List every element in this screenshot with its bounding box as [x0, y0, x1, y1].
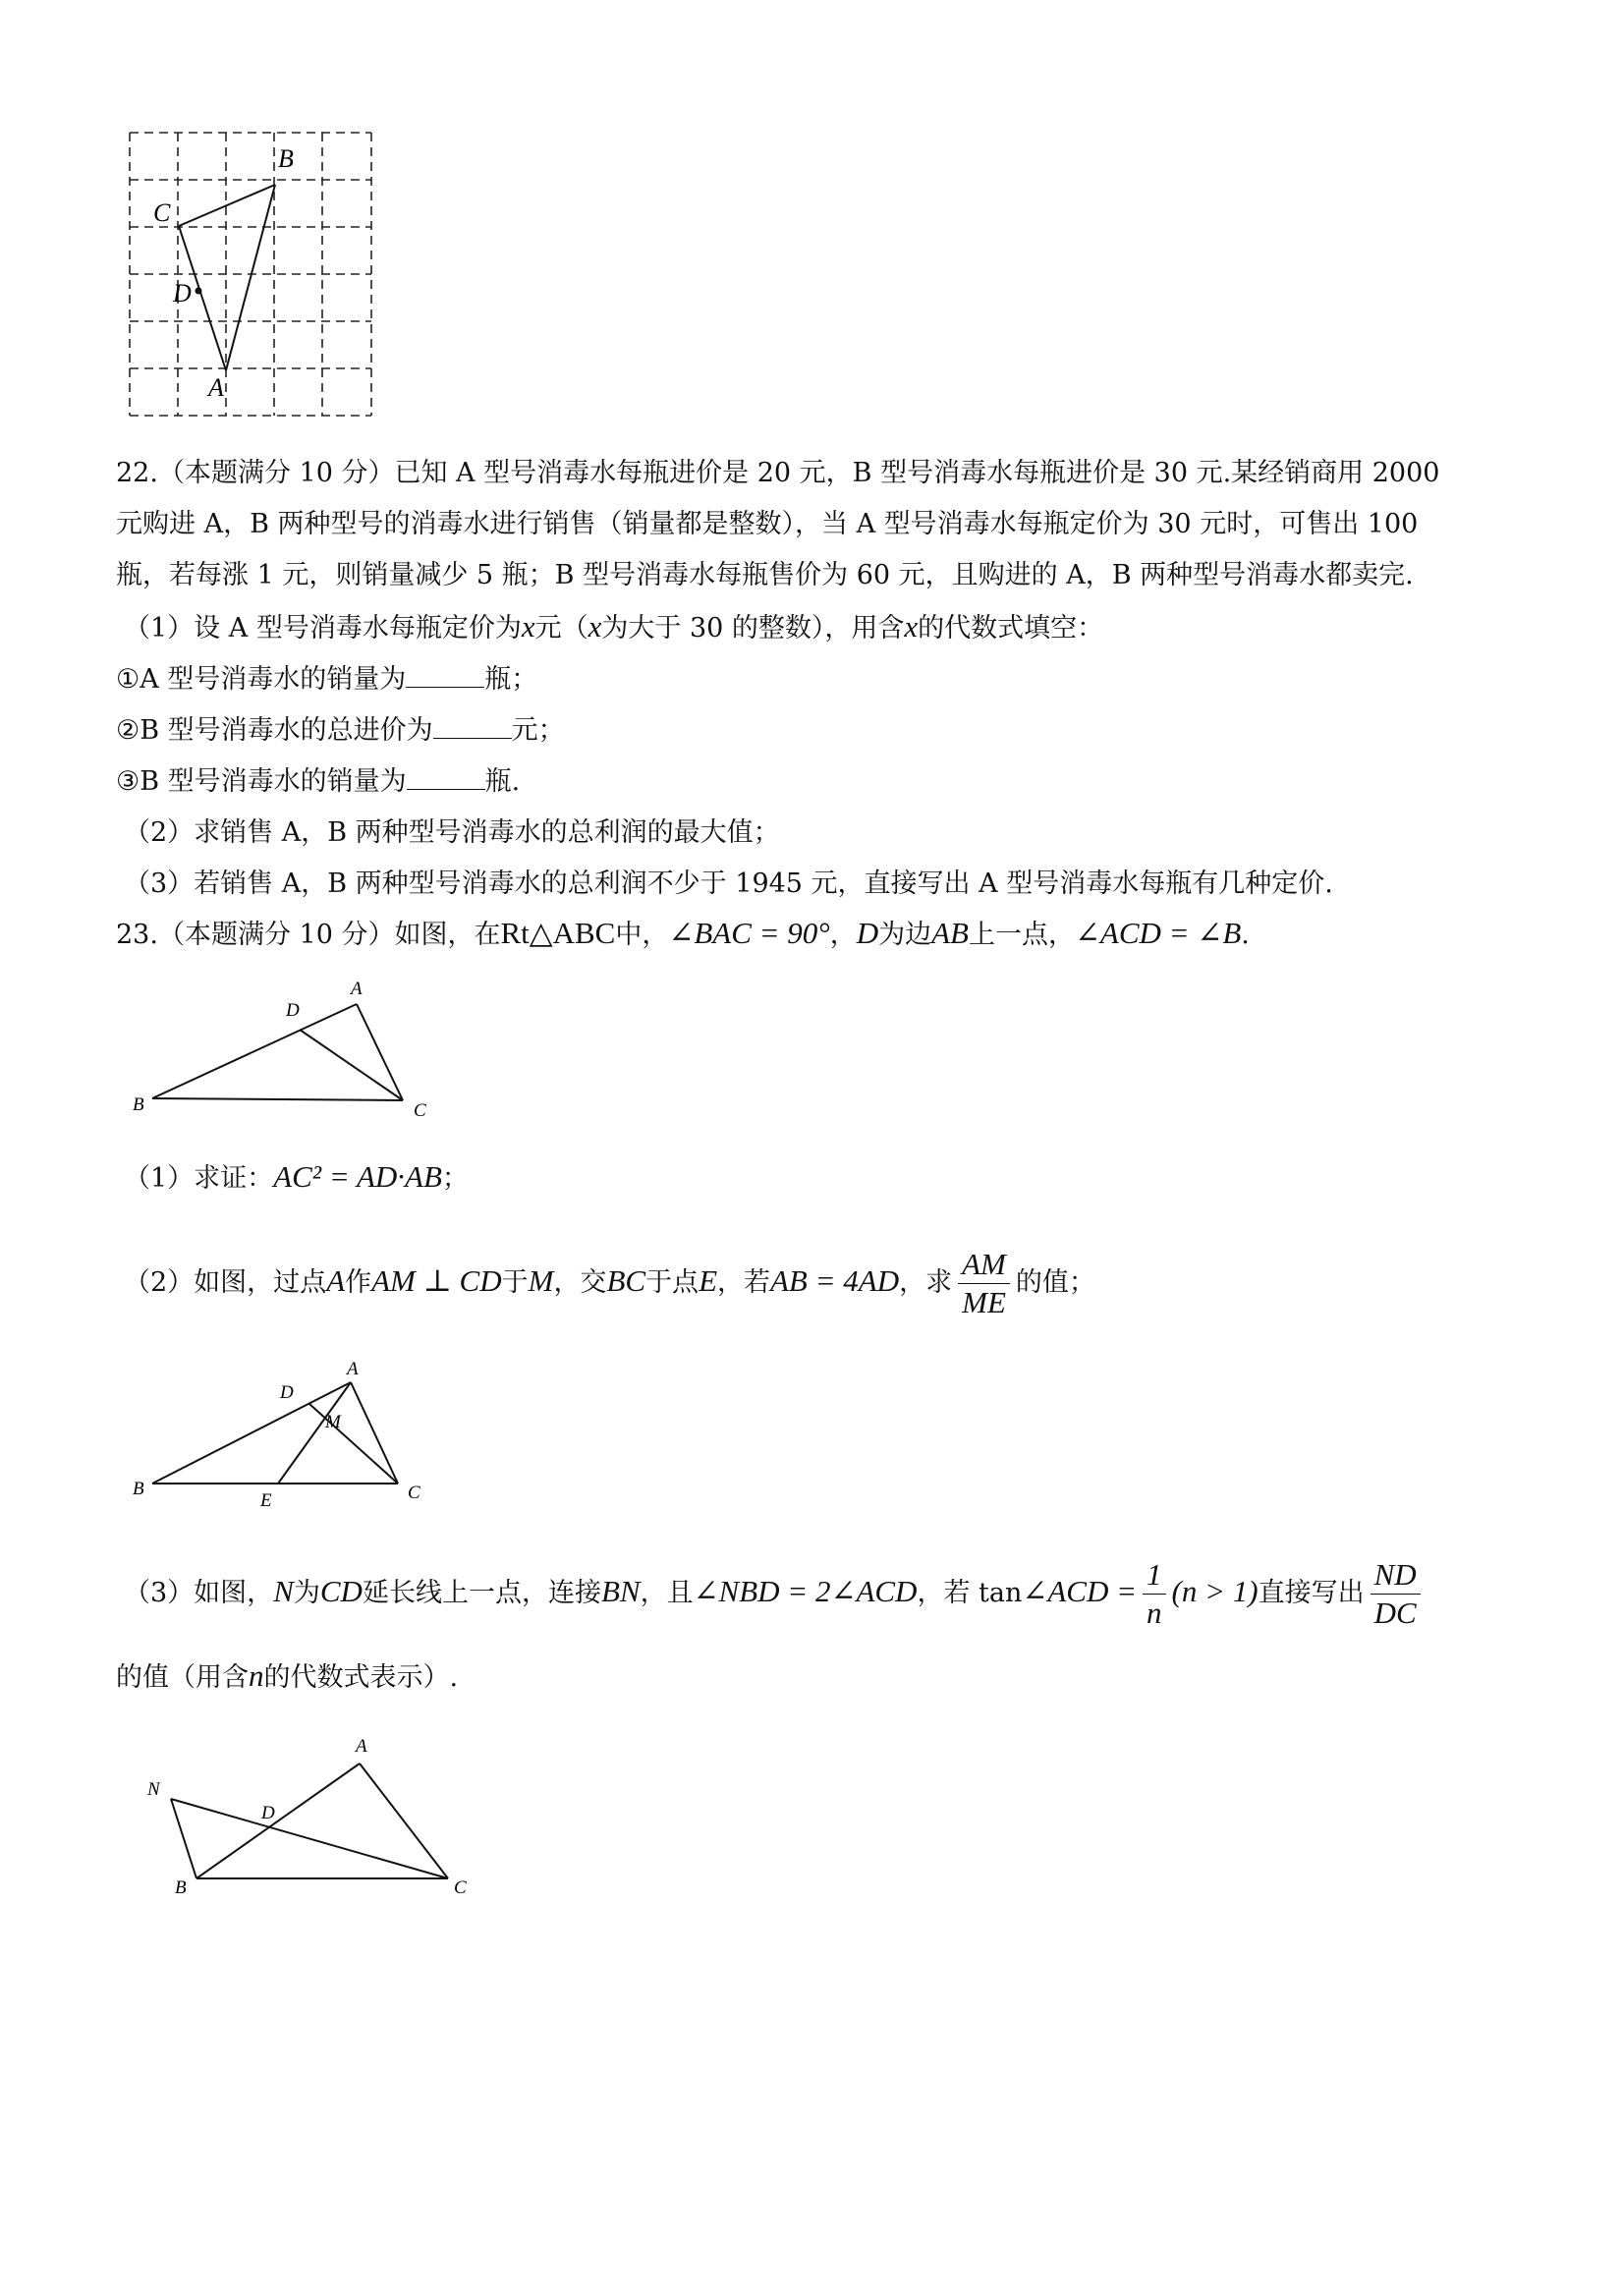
triangle-figure-2	[123, 1351, 447, 1523]
label-c: C	[153, 198, 171, 227]
q23-head: 23.（本题满分 10 分）如图，在Rt△ABC中，∠BAC = 90°，D为边AB上一点，∠ACD = ∠B.	[116, 916, 1250, 950]
q22-item1: ①A 型号消毒水的销量为 瓶；	[116, 660, 537, 700]
svg-text:D: D	[261, 1803, 275, 1823]
q22-part3: （3）若销售 A，B 两种型号消毒水的总利润不少于 1945 元，直接写出 A 型号消毒水每瓶有几种定价.	[124, 868, 1333, 899]
q23-part1: （1）求证：AC² = AD·AB；	[124, 1159, 469, 1194]
q23-part3-tail: 的值（用含n的代数式表示）.	[116, 1658, 459, 1693]
svg-text:D: D	[286, 1000, 300, 1021]
svg-text:B: B	[133, 1094, 144, 1115]
label-b: B	[278, 144, 294, 173]
q22-item3: ③B 型号消毒水的销量为 瓶.	[116, 762, 520, 802]
answer-blank[interactable]	[433, 712, 512, 739]
q22-item2: ②B 型号消毒水的总进价为 元；	[116, 711, 565, 751]
svg-text:M: M	[325, 1412, 341, 1432]
svg-text:A: A	[347, 1359, 359, 1379]
svg-text:A: A	[351, 979, 363, 999]
svg-text:E: E	[260, 1490, 272, 1511]
q23-part3: （3）如图，N为CD延长线上一点，连接BN，且∠NBD = 2∠ACD，若 tan∠ACD = $\frac{1}{n}$ (n > 1)直接写出 $\frac{ND}{DC}$	[124, 1556, 1427, 1632]
triangle-figure-1	[123, 973, 447, 1130]
fraction-nd-dc: $\frac{ND}{DC}$	[1371, 1556, 1421, 1632]
fraction-am-me: $\frac{AM}{ME}$	[958, 1246, 1010, 1321]
svg-text:B: B	[133, 1479, 144, 1499]
svg-text:C: C	[414, 1100, 426, 1121]
q23-part2: （2）如图，过点A作AM ⊥ CD于M，交BC于点E，若AB = 4AD，求 $\frac{AM}{ME}$ 的值；	[124, 1247, 1095, 1319]
q22-part2: （2）求销售 A，B 两种型号消毒水的总利润的最大值；	[124, 817, 780, 848]
segment-ba	[226, 185, 275, 370]
svg-text:D: D	[280, 1382, 294, 1403]
fraction-1-n: $\frac{1}{n}$	[1143, 1556, 1166, 1632]
grid-figure	[118, 123, 383, 427]
q22-line3: 瓶，若每涨 1 元，则销量减少 5 瓶；B 型号消毒水每瓶售价为 60 元，且购进的 A，B 两种型号消毒水都卖完.	[116, 560, 1414, 590]
triangle-figure-3	[138, 1724, 481, 1911]
svg-text:B: B	[175, 1877, 187, 1898]
answer-blank[interactable]	[406, 661, 484, 688]
segment-cb	[179, 185, 275, 226]
svg-text:N: N	[147, 1779, 160, 1800]
point-d	[196, 288, 202, 295]
q22-line2: 元购进 A，B 两种型号的消毒水进行销售（销量都是整数），当 A 型号消毒水每瓶定价为 30 元时，可售出 100	[116, 509, 1419, 539]
svg-text:A: A	[356, 1736, 367, 1757]
svg-text:C: C	[454, 1877, 467, 1898]
q22-head: 22.（本题满分 10 分）已知 A 型号消毒水每瓶进价是 20 元，B 型号消毒水每瓶进价是 30 元.某经销商用 2000	[116, 458, 1440, 488]
svg-text:C: C	[408, 1483, 420, 1503]
label-a: A	[208, 373, 224, 402]
q22-part1: （1）设 A 型号消毒水每瓶定价为x元（x为大于 30 的整数），用含x的代数式填空：	[124, 609, 1104, 644]
label-d: D	[173, 279, 192, 308]
answer-blank[interactable]	[407, 763, 485, 790]
